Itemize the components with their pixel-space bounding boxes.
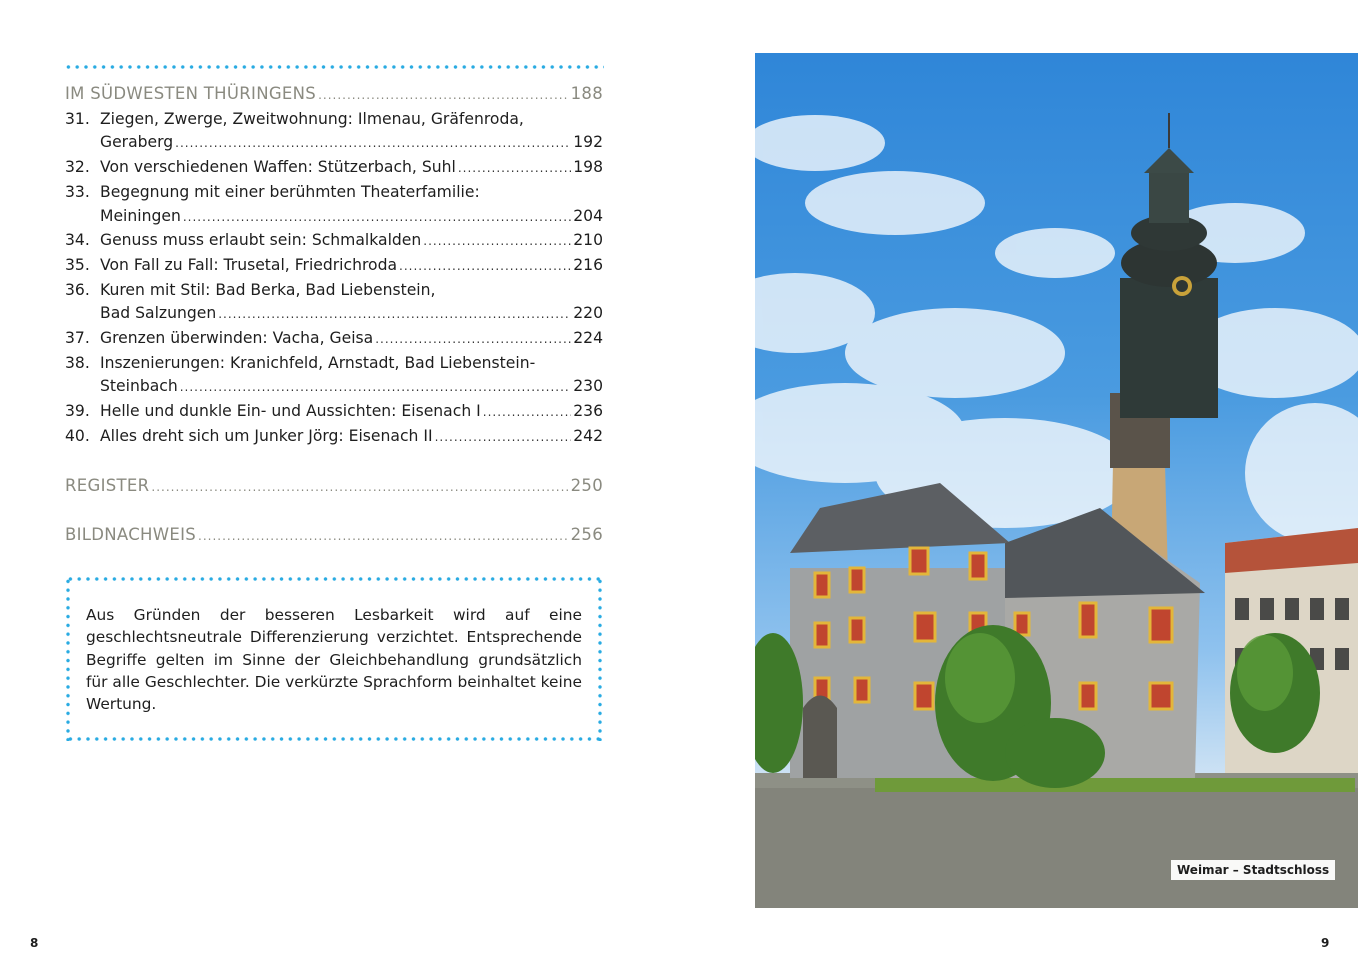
toc-entry-row[interactable] [65,400,603,425]
toc-entry-title: Begegnung mit einer berühmten Theaterfamilie: [100,182,480,201]
toc-entry-row[interactable] [65,327,603,352]
toc-entry-number: 39. [65,402,90,421]
toc-entry-page: 220 [573,304,603,323]
toc-entry-page: 236 [573,402,603,421]
toc-entry-row-continued[interactable] [65,131,603,156]
toc-entry-page: 192 [573,133,603,152]
toc-leader [151,476,568,500]
toc-entry-page: 242 [573,426,603,445]
toc-register-row[interactable] [65,474,603,500]
toc-entry-row[interactable] [65,254,603,279]
toc-leader [423,230,571,254]
toc-entry-title: Ziegen, Zwerge, Zweitwohnung: Ilmenau, Gräfenroda, [100,109,524,128]
toc-leader [435,426,572,450]
toc-leader [318,84,569,108]
toc-entry-number: 38. [65,353,90,372]
toc-entry-title: Grenzen überwinden: Vacha, Geisa [100,329,374,348]
toc-entry-page: 224 [573,329,603,348]
toc-entry-title: Helle und dunkle Ein- und Aussichten: Eisenach I [100,402,481,421]
note-box [66,577,602,741]
toc-entry-title-continued: Geraberg [100,133,174,152]
toc-entry-row[interactable] [65,279,603,303]
toc-leader [180,376,572,400]
toc-entry-title: Genuss muss erlaubt sein: Schmalkalden [100,231,422,250]
toc-entry-page: 198 [573,158,603,177]
toc-entry-title-continued: Steinbach [100,377,178,396]
toc-leader [399,255,571,279]
toc-entry-number: 31. [65,109,90,128]
toc-entry-page: 204 [573,206,603,225]
toc-entry-title-continued: Meiningen [100,206,181,225]
photo-caption: Weimar – Stadtschloss [1171,860,1335,880]
toc-entry-number: 36. [65,280,90,299]
toc-entry-row[interactable] [65,229,603,254]
toc-leader [175,132,571,156]
toc-entry-number: 33. [65,182,90,201]
toc-register-title: REGISTER [65,475,150,495]
castle-gate [803,696,837,779]
page-number-left: 8 [30,936,39,950]
toc-register-page: 250 [570,475,603,495]
top-dotted-rule [64,65,604,69]
note-border-top [66,577,602,581]
clouds [755,115,1358,543]
tower-upper [1120,278,1218,418]
toc-entry-row[interactable] [65,108,603,132]
note-border-right [598,577,602,741]
toc-entry-number: 34. [65,231,90,250]
toc-entry-page: 216 [573,255,603,274]
toc-credits-page: 256 [570,525,603,545]
toc-entries [65,108,603,450]
toc-entry-row[interactable] [65,156,603,181]
note-border-left [66,577,70,741]
toc-entry-page: 210 [573,231,603,250]
note-text: Aus Gründen der besseren Lesbarkeit wird auf eine geschlechtsneutrale Differenzierung verzichtet. Entsprechende Begriffe gelten im Sinne der Gleichbehandlung grundsätzlich für alle Geschlechter. Die verkürzte Sprachform beinhaltet keine Wertung. [86,606,582,714]
toc-section-title: IM SÜDWESTEN THÜRINGENS [65,84,317,103]
weimar-castle-illustration [755,53,1358,908]
toc-entry-row-continued[interactable] [65,205,603,230]
toc-entry-page: 230 [573,377,603,396]
toc-section-row[interactable] [65,82,603,108]
toc-entry-row-continued[interactable] [65,302,603,327]
toc-leader [198,525,569,549]
toc-entry-row[interactable] [65,352,603,376]
toc-entry-number: 35. [65,255,90,274]
toc-credits-title: BILDNACHWEIS [65,525,197,545]
toc-leader [458,157,571,181]
toc-leader [483,401,571,425]
toc-entry-number: 37. [65,329,90,348]
toc-leader [218,303,571,327]
right-page [680,0,1358,974]
toc-section-page: 188 [570,84,603,103]
toc-leader [183,206,571,230]
table-of-contents [65,82,603,549]
toc-entry-number: 32. [65,158,90,177]
toc-entry-title: Alles dreht sich um Junker Jörg: Eisenach II [100,426,433,445]
toc-entry-title: Inszenierungen: Kranichfeld, Arnstadt, Bad Liebenstein- [100,353,536,372]
toc-entry-number: 40. [65,426,90,445]
toc-credits-row[interactable] [65,523,603,549]
page-number-right: 9 [1321,936,1330,950]
note-border-bottom [66,737,602,741]
toc-entry-title-continued: Bad Salzungen [100,304,217,323]
toc-leader [375,328,571,352]
toc-entry-row-continued[interactable] [65,375,603,400]
toc-entry-title: Von Fall zu Fall: Trusetal, Friedrichroda [100,255,398,274]
toc-entry-row[interactable] [65,425,603,450]
toc-entry-title: Kuren mit Stil: Bad Berka, Bad Liebenstein, [100,280,436,299]
lawn [875,778,1355,792]
castle-photo [755,53,1358,908]
toc-entry-row[interactable] [65,181,603,205]
toc-entry-title: Von verschiedenen Waffen: Stützerbach, Suhl [100,158,456,177]
